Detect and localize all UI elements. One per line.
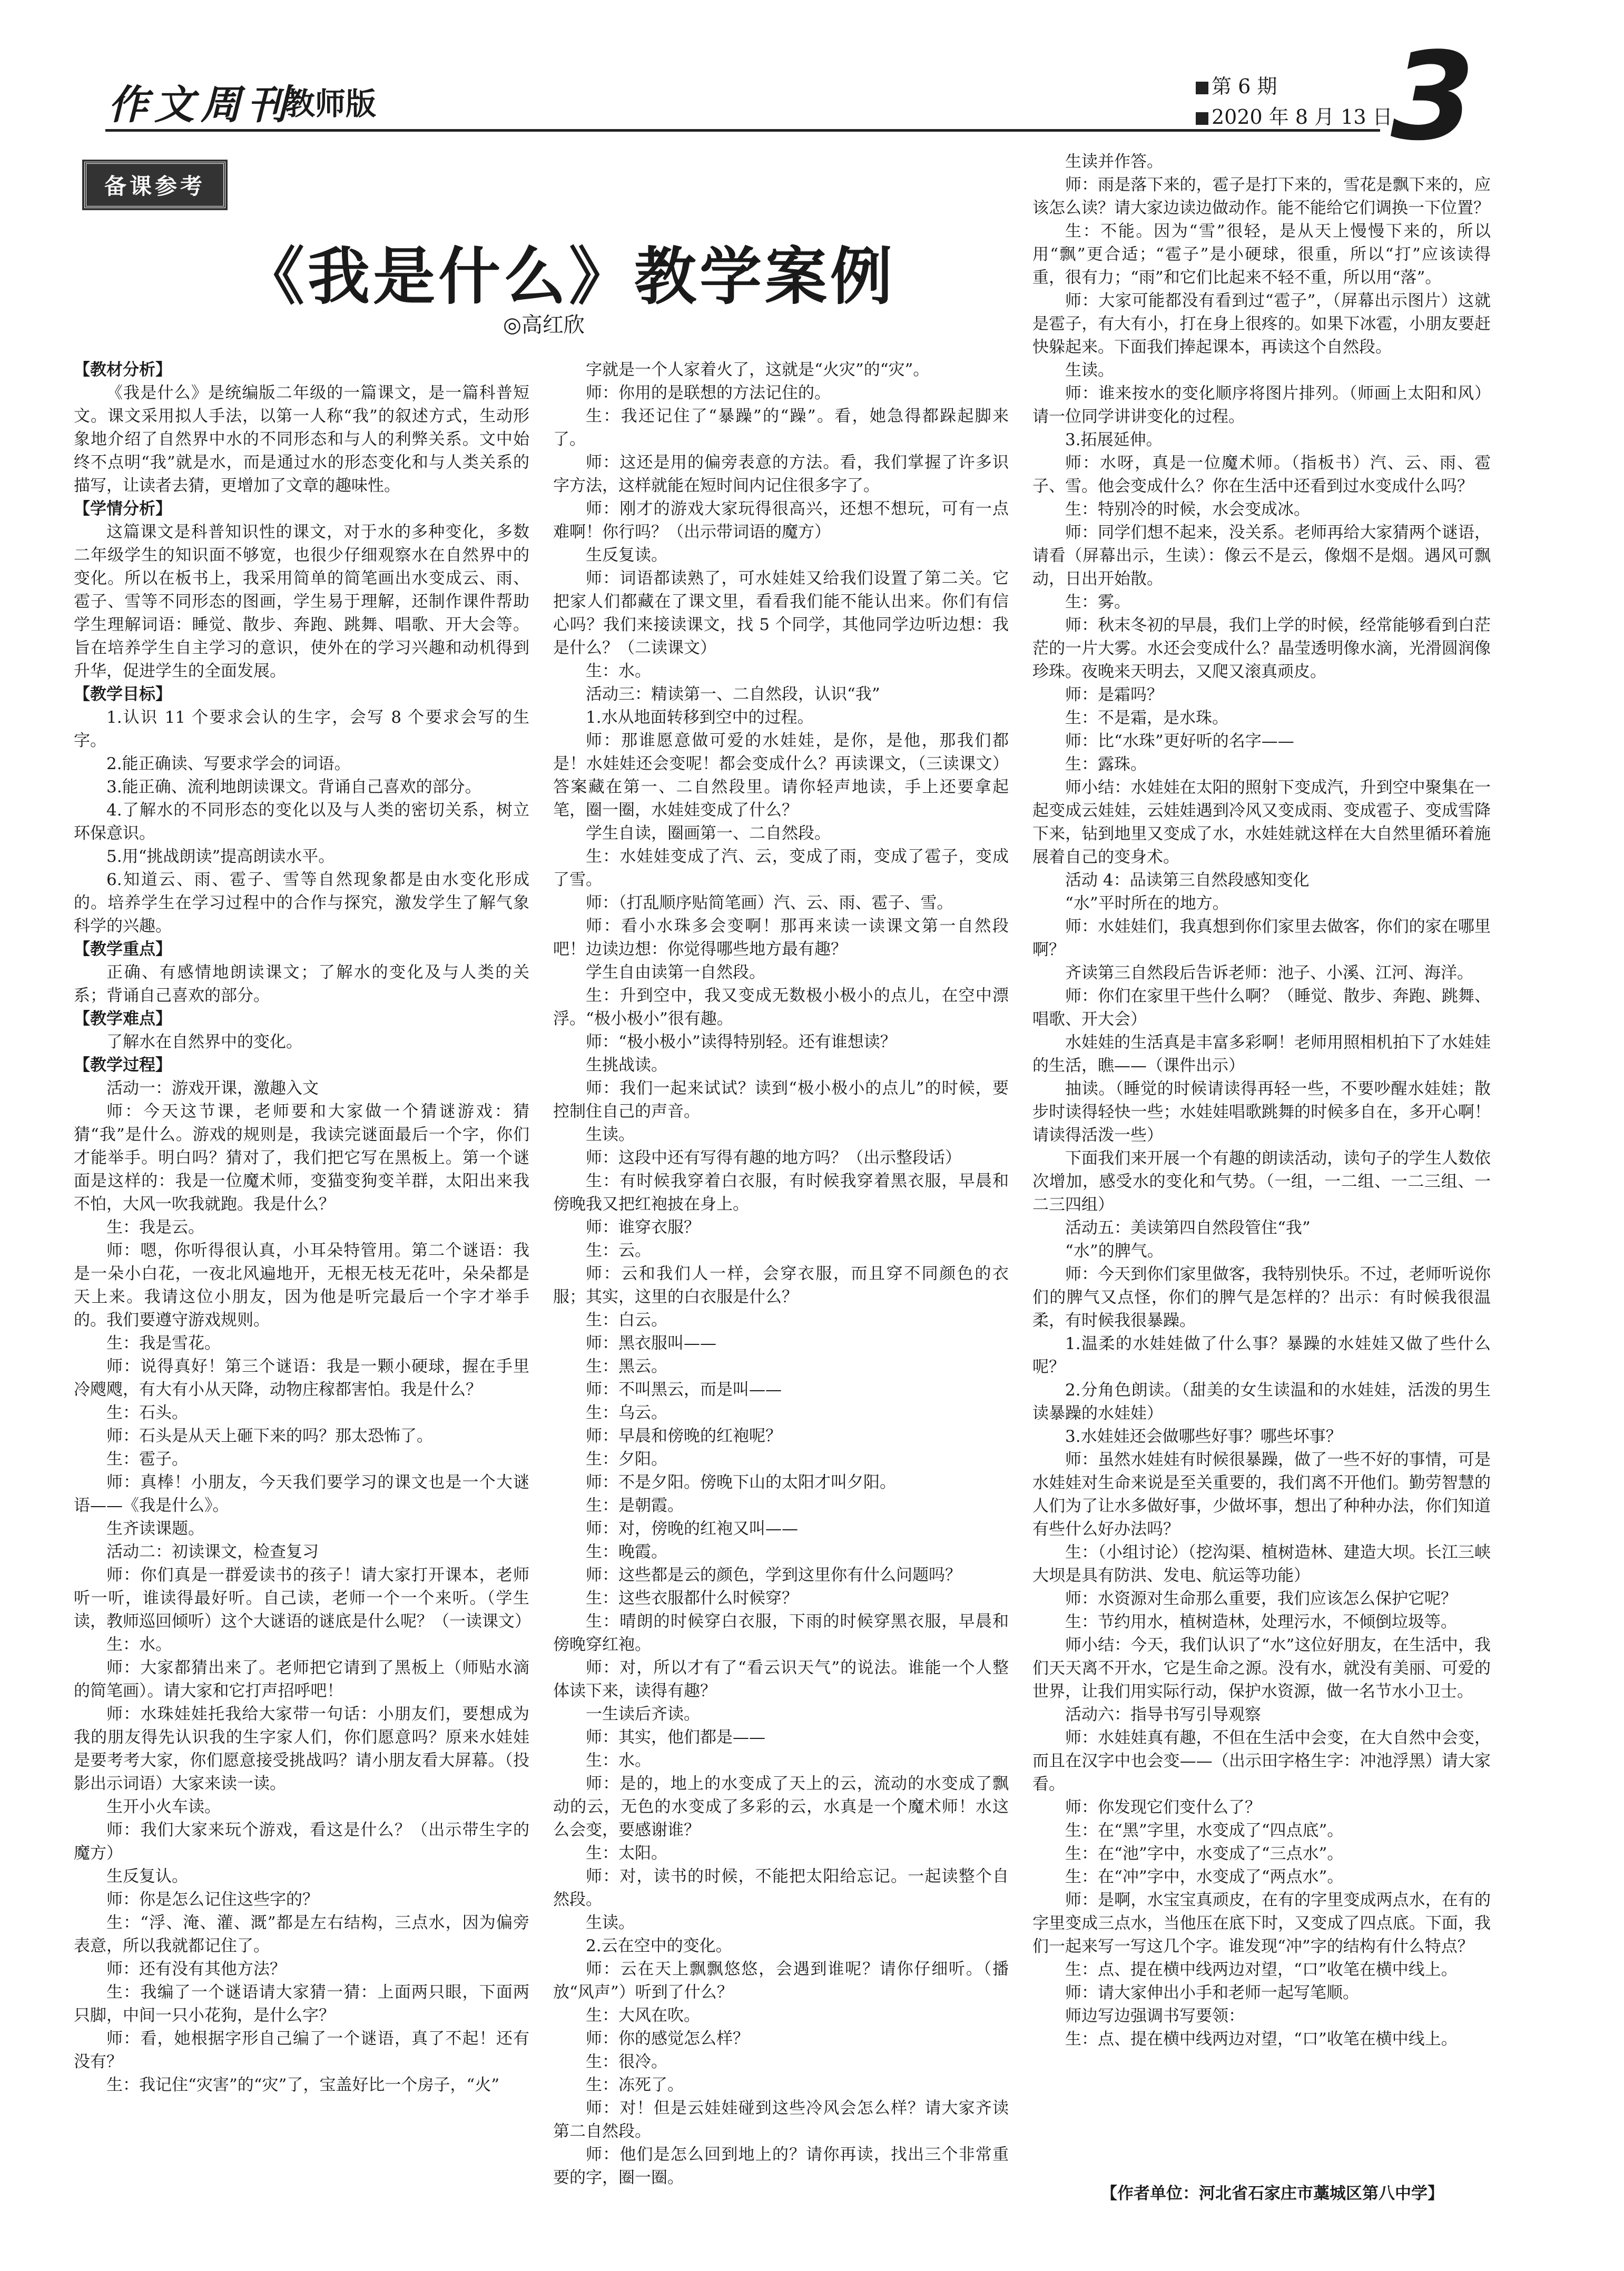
paragraph: 师：是的，地上的水变成了天上的云，流动的水变成了飘动的云，无色的水变成了多彩的云，水真是一个魔术师！水这么会变，要感谢谁？: [553, 1774, 1009, 1840]
paragraph: 活动 4：品读第三自然段感知变化: [1065, 871, 1310, 890]
paragraph: 师：其实，他们都是——: [586, 1728, 765, 1747]
paragraph: 师：今天这节课，老师要和大家做一个猜谜游戏：猜猜“我”是什么。游戏的规则是，我读完谜面最后一个字，你们才能举手。明白吗？猜对了，我们把它写在黑板上。第一个谜面是这样的：我是一位魔术师，变猫变狗变羊群，太阳出来我不怕，大风一吹我就跑。我是什么？: [74, 1102, 529, 1214]
issue-info: [1196, 71, 1393, 132]
paragraph: 生：水。: [586, 662, 651, 681]
paragraph: 师：对，所以才有了“看云识天气”的说法。谁能一个人整体读下来，读得有趣？: [553, 1658, 1009, 1700]
paragraph: 字就是一个人家着火了，这就是“火灾”的“灾”。: [586, 360, 930, 379]
paragraph: 生读。: [586, 1125, 635, 1144]
paragraph: 师：虽然水娃娃有时候很暴躁，做了一些不好的事情，可是水娃娃对生命来说是至关重要的，我们离不开他们。勤劳智慧的人们为了让水多做好事，少做坏事，想出了种种办法，你们知道有些什么好办法吗？: [1032, 1450, 1491, 1539]
section-heading: 【教学目标】: [74, 685, 172, 704]
paragraph: 师：今天到你们家里做客，我特别快乐。不过，老师听说你们的脾气又点怪，你们的脾气是怎样的？出示：有时候我很温柔，有时候我很暴躁。: [1032, 1265, 1491, 1330]
paragraph: 师：是霜吗？: [1065, 685, 1163, 704]
paragraph: 师：大家可能都没有看到过“雹子”，（屏幕出示图片）这就是雹子，有大有小，打在身上很疼的。如果下冰雹，小朋友要赶快躲起来。下面我们捧起课本，再读这个自然段。: [1032, 291, 1491, 357]
article-column-1: [74, 358, 529, 2170]
paragraph: 生：石头。: [106, 1403, 188, 1422]
article-column-2: [553, 358, 1009, 2187]
section-heading: 【教学过程】: [74, 1056, 172, 1075]
paragraph: 生：我是雪花。: [106, 1334, 221, 1353]
paragraph: 生：白云。: [586, 1311, 667, 1330]
paragraph: 生：冻死了。: [586, 2076, 684, 2095]
paragraph: 齐读第三自然段后告诉老师：池子、小溪、江河、海洋。: [1065, 964, 1473, 982]
paragraph: 生：节约用水，植树造林，处理污水，不倾倒垃圾等。: [1065, 1613, 1457, 1631]
article-title: 《我是什么》教学案例: [242, 240, 896, 313]
paragraph: 生反复读。: [586, 546, 667, 565]
paragraph: 生读。: [586, 1913, 635, 1932]
paragraph: 生：雾。: [1065, 593, 1130, 612]
page-number: 3: [1391, 27, 1475, 168]
paragraph: 师：我们大家来玩个游戏，看这是什么？（出示带生字的魔方）: [74, 1821, 529, 1863]
paragraph: 师：同学们想不起来，没关系。老师再给大家猜两个谜语，请看（屏幕出示，生读）：像云不是云，像烟不是烟。遇风可飘动，日出开始散。: [1032, 523, 1491, 588]
paragraph: 抽读。（睡觉的时候请读得再轻一些，不要吵醒水娃娃；散步时读得轻快一些；水娃娃唱歌跳舞的时候多自在，多开心啊！请读得活泼一些）: [1032, 1079, 1491, 1145]
paragraph: 生：乌云。: [586, 1403, 667, 1422]
paragraph: 师：水珠娃娃托我给大家带一句话：小朋友们，要想成为我的朋友得先认识我的生字家人们，你们愿意吗？原来水娃娃是要考考大家，你们愿意接受挑战吗？请小朋友看大屏幕。（投影出示词语）大家来读一读。: [74, 1705, 529, 1793]
paragraph: 生：雹子。: [106, 1450, 188, 1469]
paragraph: 师边写边强调书写要领：: [1065, 2007, 1245, 2026]
paragraph: 生：黑云。: [586, 1357, 667, 1376]
article-column-3: [1032, 150, 1491, 2168]
paragraph: 3.拓展延伸。: [1065, 430, 1163, 449]
paragraph: 生：在“黑”字里，水变成了“四点底”。: [1065, 1821, 1344, 1840]
paragraph: 师：石头是从天上砸下来的吗？那太恐怖了。: [106, 1427, 433, 1446]
paragraph: 生：云。: [586, 1241, 651, 1260]
paragraph: 师小结：今天，我们认识了“水”这位好朋友，在生活中，我们天天离不开水，它是生命之源。没有水，就没有美丽、可爱的世界，让我们用实际行动，保护水资源，做一名节水小卫士。: [1032, 1636, 1491, 1701]
paragraph: 正确、有感情地朗读课文；了解水的变化及与人类的关系；背诵自己喜欢的部分。: [74, 963, 529, 1005]
section-heading: 【教材分析】: [74, 360, 172, 379]
paragraph: 师：是啊，水宝宝真顽皮，在有的字里变成两点水，在有的字里变成三点水，当他压在底下时，又变成了四点底。下面，我们一起来写一写这几个字。谁发现“冲”字的结构有什么特点？: [1032, 1891, 1491, 1956]
paragraph: 师：对，读书的时候，不能把太阳给忘记。一起读整个自然段。: [553, 1867, 1009, 1909]
paragraph: 下面我们来开展一个有趣的朗读活动，读句子的学生人数依次增加，感受水的变化和气势。（一组，一二组、一二三组、一二三四组）: [1032, 1149, 1491, 1214]
square-bullet-icon: [1196, 112, 1208, 125]
paragraph: 师：刚才的游戏大家玩得很高兴，还想不想玩，可有一点难啊！你行吗？（出示带词语的魔方）: [553, 499, 1009, 542]
paragraph: 生：夕阳。: [586, 1450, 667, 1469]
paragraph: 生：有时候我穿着白衣服，有时候我穿着黑衣服，早晨和傍晚我又把红袍披在身上。: [553, 1172, 1009, 1214]
paragraph: 生：（小组讨论）（挖沟渠、植树造林、建造大坝。长江三峡大坝是具有防洪、发电、航运等功能）: [1032, 1543, 1491, 1585]
paragraph: 水娃娃的生活真是丰富多彩啊！老师用照相机拍下了水娃娃的生活，瞧——（课件出示）: [1032, 1033, 1491, 1075]
paragraph: 师：你发现它们变什么了？: [1065, 1798, 1261, 1817]
paragraph: 师：嗯，你听得很认真，小耳朵特管用。第二个谜语：我是一朵小白花，一夜北风遍地开，无根无枝无花叶，朵朵都是天上来。我请这位小朋友，因为他是听完最后一个字才举手的。我们要遵守游戏规则。: [74, 1241, 529, 1330]
paragraph: 学生自读，圈画第一、二自然段。: [586, 824, 831, 843]
section-heading: 【教学难点】: [74, 1009, 172, 1028]
issue-number-line: [1196, 71, 1393, 102]
paragraph: 活动三：精读第一、二自然段，认识“我”: [586, 685, 880, 704]
paragraph: 师：请大家伸出小手和老师一起写笔顺。: [1065, 1983, 1359, 2002]
paragraph: 生反复认。: [106, 1867, 188, 1886]
paragraph: 师：不是夕阳。傍晚下山的太阳才叫夕阳。: [586, 1473, 896, 1492]
paragraph: 6.知道云、雨、雹子、雪等自然现象都是由水变化形成的。培养学生在学习过程中的合作与探究，激发学生了解气象科学的兴趣。: [74, 870, 529, 936]
paragraph: 师：水呀，真是一位魔术师。（指板书）汽、云、雨、雹子、雪。他会变成什么？你在生活中还看到过水变成什么吗？: [1032, 454, 1491, 496]
paragraph: 生读并作答。: [1065, 152, 1163, 171]
paragraph: 师：水资源对生命那么重要，我们应该怎么保护它呢？: [1065, 1589, 1457, 1608]
paragraph: 活动二：初读课文，检查复习: [106, 1542, 319, 1561]
paragraph: 5.用“挑战朗读”提高朗读水平。: [106, 847, 335, 866]
paragraph: 生：不能。因为“雪”很轻，是从天上慢慢下来的，所以用“飘”更合适；“雹子”是小硬球，很重，所以“打”应该读得重，很有力；“雨”和它们比起来不轻不重，所以用“落”。: [1032, 222, 1491, 287]
paragraph: 生：这些衣服都什么时候穿？: [586, 1589, 798, 1608]
paragraph: 师：大家都猜出来了。老师把它请到了黑板上（师贴水滴的简笔画）。请大家和它打声招呼吧！: [74, 1658, 529, 1700]
article-byline: ◎高红欣: [503, 313, 585, 337]
paragraph: 生：不是霜，是水珠。: [1065, 709, 1228, 727]
masthead-logo: 作文周刊: [108, 81, 293, 128]
issue-date-line: [1196, 102, 1393, 132]
paragraph: 师：那谁愿意做可爱的水娃娃，是你，是他，那我们都是！水娃娃还会变呢！都会变成什么？再读课文，（三读课文）答案藏在第一、二自然段里。请你轻声地读，手上还要拿起笔，圈一圈，水娃娃变成了什么？: [553, 731, 1009, 820]
paragraph: 生齐读课题。: [106, 1519, 204, 1538]
paragraph: 2.能正确读、写要求学会的词语。: [106, 754, 351, 773]
masthead-edition: 教师版: [284, 86, 377, 122]
paragraph: 《我是什么》是统编版二年级的一篇课文，是一篇科普短文。课文采用拟人手法，以第一人称“我”的叙述方式，生动形象地介绍了自然界中水的不同形态和与人的利弊关系。文中始终不点明“我”就是水，而是通过水的形态变化和与人类关系的描写，让读者去猜，更增加了文章的趣味性。: [74, 384, 529, 495]
header-divider: [105, 129, 1380, 132]
paragraph: 这篇课文是科普知识性的课文，对于水的多种变化，多数二年级学生的知识面不够宽，也很少仔细观察水在自然界中的变化。所以在板书上，我采用简单的简笔画出水变成云、雨、雹子、雪等不同形态的图画，学生易于理解，还制作课件帮助学生理解词语：睡觉、散步、奔跑、跳舞、唱歌、开大会等。旨在培养学生自主学习的意识，使外在的学习兴趣和动机得到升华，促进学生的全面发展。: [74, 523, 529, 681]
paragraph: 生读。: [1065, 361, 1114, 380]
paragraph: 师：对！但是云娃娃碰到这些冷风会怎么样？请大家齐读第二自然段。: [553, 2099, 1009, 2141]
author-affiliation: 【作者单位：河北省石家庄市藁城区第八中学】: [1101, 2184, 1444, 2203]
paragraph: 活动六：指导书写引导观察: [1065, 1705, 1261, 1724]
paragraph: 2.分角色朗读。（甜美的女生读温和的水娃娃，活泼的男生读暴躁的水娃娃）: [1032, 1381, 1491, 1423]
paragraph: 3.水娃娃还会做哪些好事？哪些坏事？: [1065, 1427, 1342, 1446]
paragraph: 师：水娃娃真有趣，不但在生活中会变，在大自然中会变，而且在汉字中也会变——（出示田字格生字：冲池浮黑）请大家看。: [1032, 1728, 1491, 1794]
paragraph: 师：云和我们人一样，会穿衣服，而且穿不同颜色的衣服；其实，这里的白衣服是什么？: [553, 1264, 1009, 1306]
paragraph: 师：真棒！小朋友，今天我们要学习的课文也是一个大谜语——《我是什么》。: [74, 1473, 529, 1515]
paragraph: 生：晚霞。: [586, 1542, 667, 1561]
section-heading: 【教学重点】: [74, 940, 172, 959]
paragraph: 师：看，她根据字形自己编了一个谜语，真了不起！还有没有？: [74, 2029, 529, 2071]
paragraph: 2.云在空中的变化。: [586, 1936, 732, 1955]
paragraph: 生开小火车读。: [106, 1797, 221, 1816]
paragraph: 3.能正确、流利地朗读课文。背诵自己喜欢的部分。: [106, 778, 481, 797]
paragraph: 师：早晨和傍晚的红袍呢？: [586, 1427, 782, 1446]
paragraph: 生：很冷。: [586, 2052, 667, 2071]
paragraph: 师：黑衣服叫——: [586, 1334, 716, 1353]
paragraph: 生：太阳。: [586, 1844, 667, 1863]
paragraph: 师：你们在家里干些什么啊？（睡觉、散步、奔跑、跳舞、唱歌、开大会）: [1032, 987, 1491, 1029]
paragraph: 生：晴朗的时候穿白衣服，下雨的时候穿黑衣服，早晨和傍晚穿红袍。: [553, 1612, 1009, 1654]
paragraph: 1.认识 11 个要求会认的生字，会写 8 个要求会写的生字。: [74, 708, 529, 750]
paragraph: 生：“浮、淹、灌、溉”都是左右结构，三点水，因为偏旁表意，所以我就都记住了。: [74, 1913, 529, 1955]
paragraph: 生：大风在吹。: [586, 2006, 700, 2025]
paragraph: 师：“极小极小”读得特别轻。还有谁想读？: [586, 1033, 897, 1051]
paragraph: 生：在“冲”字中，水变成了“两点水”。: [1065, 1867, 1344, 1886]
paragraph: 生：水娃娃变成了汽、云，变成了雨，变成了雹子，变成了雪。: [553, 847, 1009, 889]
paragraph: 师：水娃娃们，我真想到你们家里去做客，你们的家在哪里啊？: [1032, 917, 1491, 959]
paragraph: 师：云在天上飘飘悠悠，会遇到谁呢？请你仔细听。（播放“风声”）听到了什么？: [553, 1960, 1009, 2002]
paragraph: 师小结：水娃娃在太阳的照射下变成汽，升到空中聚集在一起变成云娃娃，云娃娃遇到冷风又变成雨、变成雹子、变成雪降下来，钻到地里又变成了水，水娃娃就这样在大自然里循环着施展着自己的变身术。: [1032, 778, 1491, 867]
paragraph: 师：你们真是一群爱读书的孩子！请大家打开课本，老师听一听，谁读得最好听。自己读，老师一个一个来听。（学生读，教师巡回倾听）这个大谜语的谜底是什么呢？（一读课文）: [74, 1566, 531, 1631]
paragraph: 师：对，傍晚的红袍又叫——: [586, 1519, 798, 1538]
paragraph: 师：（打乱顺序贴简笔画）汽、云、雨、雹子、雪。: [586, 893, 953, 912]
paragraph: 4.了解水的不同形态的变化以及与人类的密切关系，树立环保意识。: [74, 801, 529, 843]
paragraph: 生：我编了一个谜语请大家猜一猜：上面两只眼，下面两只脚，中间一只小花狗，是什么字？: [74, 1983, 529, 2025]
paragraph: 师：雨是落下来的，雹子是打下来的，雪花是飘下来的，应该怎么读？请大家边读边做动作。能不能给它们调换一下位置？: [1032, 175, 1491, 218]
paragraph: 师：这些都是云的颜色，学到这里你有什么问题吗？: [586, 1566, 961, 1585]
section-heading: 【学情分析】: [74, 499, 172, 518]
paragraph: 师：你的感觉怎么样？: [586, 2029, 749, 2048]
paragraph: 一生读后齐读。: [586, 1705, 700, 1724]
paragraph: 生：点、提在横中线两边对望，“口”收笔在横中线上。: [1065, 2030, 1458, 2049]
paragraph: 师：谁来按水的变化顺序将图片排列。（师画上太阳和风）请一位同学讲讲变化的过程。: [1032, 384, 1491, 426]
paragraph: 师：我们一起来试试？读到“极小极小的点儿”的时候，要控制住自己的声音。: [553, 1079, 1009, 1121]
paragraph: 师：这段中还有写得有趣的地方吗？（出示整段话）: [586, 1148, 961, 1167]
issue-number: 第 6 期: [1212, 75, 1277, 98]
paragraph: 生：水。: [106, 1635, 172, 1654]
issue-date: 2020 年 8 月 13 日: [1212, 105, 1393, 129]
paragraph: 生：点、提在横中线两边对望，“口”收笔在横中线上。: [1065, 1960, 1458, 1979]
paragraph: 师：他们是怎么回到地上的？请你再读，找出三个非常重要的字，圈一圈。: [553, 2145, 1009, 2187]
paragraph: 师：说得真好！第三个谜语：我是一颗小硬球，握在手里冷飕飕，有大有小从天降，动物庄稼都害怕。我是什么？: [74, 1357, 529, 1399]
paragraph: 生挑战读。: [586, 1056, 667, 1075]
paragraph: “水”的脾气。: [1065, 1242, 1164, 1261]
paragraph: 师：比“水珠”更好听的名字——: [1065, 732, 1294, 751]
paragraph: 生：我还记住了“暴躁”的“躁”。看，她急得都跺起脚来了。: [553, 407, 1009, 449]
paragraph: “水”平时所在的地方。: [1065, 894, 1229, 913]
paragraph: 师：你是怎么记住这些字的？: [106, 1890, 319, 1909]
paragraph: 师：不叫黑云，而是叫——: [586, 1380, 782, 1399]
paragraph: 生：露珠。: [1065, 755, 1147, 774]
paragraph: 师：你用的是联想的方法记住的。: [586, 384, 831, 402]
paragraph: 活动一：游戏开课，激趣入文: [106, 1079, 319, 1098]
paragraph: 生：在“池”字中，水变成了“三点水”。: [1065, 1844, 1344, 1863]
paragraph: 生：升到空中，我又变成无数极小极小的点儿，在空中漂浮。“极小极小”很有趣。: [553, 986, 1009, 1028]
paragraph: 1.水从地面转移到空中的过程。: [586, 708, 814, 727]
paragraph: 了解水在自然界中的变化。: [106, 1033, 302, 1051]
paragraph: 师：谁穿衣服？: [586, 1218, 700, 1237]
paragraph: 生：我记住“灾害”的“灾”了，宝盖好比一个房子，“火”: [106, 2076, 500, 2095]
paragraph: 师：看小水珠多会变啊！那再来读一读课文第一自然段吧！边读边想：你觉得哪些地方最有趣？: [553, 917, 1009, 959]
paragraph: 生：特别冷的时候，水会变成冰。: [1065, 500, 1310, 519]
paragraph: 师：这还是用的偏旁表意的方法。看，我们掌握了许多识字方法，这样就能在短时间内记住很多字了。: [553, 453, 1009, 495]
paragraph: 生：我是云。: [106, 1218, 204, 1237]
paragraph: 师：秋末冬初的早晨，我们上学的时候，经常能够看到白茫茫的一片大雾。水还会变成什么？晶莹透明像水滴，光滑圆润像珍珠。夜晚来天明去，又爬又滚真顽皮。: [1032, 616, 1491, 681]
paragraph: 学生自由读第一自然段。: [586, 963, 765, 982]
paragraph: 师：还有没有其他方法？: [106, 1960, 286, 1979]
paragraph: 生：水。: [586, 1751, 651, 1770]
paragraph: 活动五：美读第四自然段管住“我”: [1065, 1218, 1311, 1237]
paragraph: 师：词语都读熟了，可水娃娃又给我们设置了第二关。它把家人们都藏在了课文里，看看我们能不能认出来。你们有信心吗？我们来接读课文，找 5 个同学，其他同学边听边想：我是什么？（二读课文）: [553, 569, 1009, 657]
square-bullet-icon: [1196, 82, 1208, 94]
paragraph: 1.温柔的水娃娃做了什么事？暴躁的水娃娃又做了些什么呢？: [1032, 1334, 1491, 1377]
section-tag: 备课参考: [84, 162, 225, 208]
paragraph: 生：是朝霞。: [586, 1496, 684, 1515]
